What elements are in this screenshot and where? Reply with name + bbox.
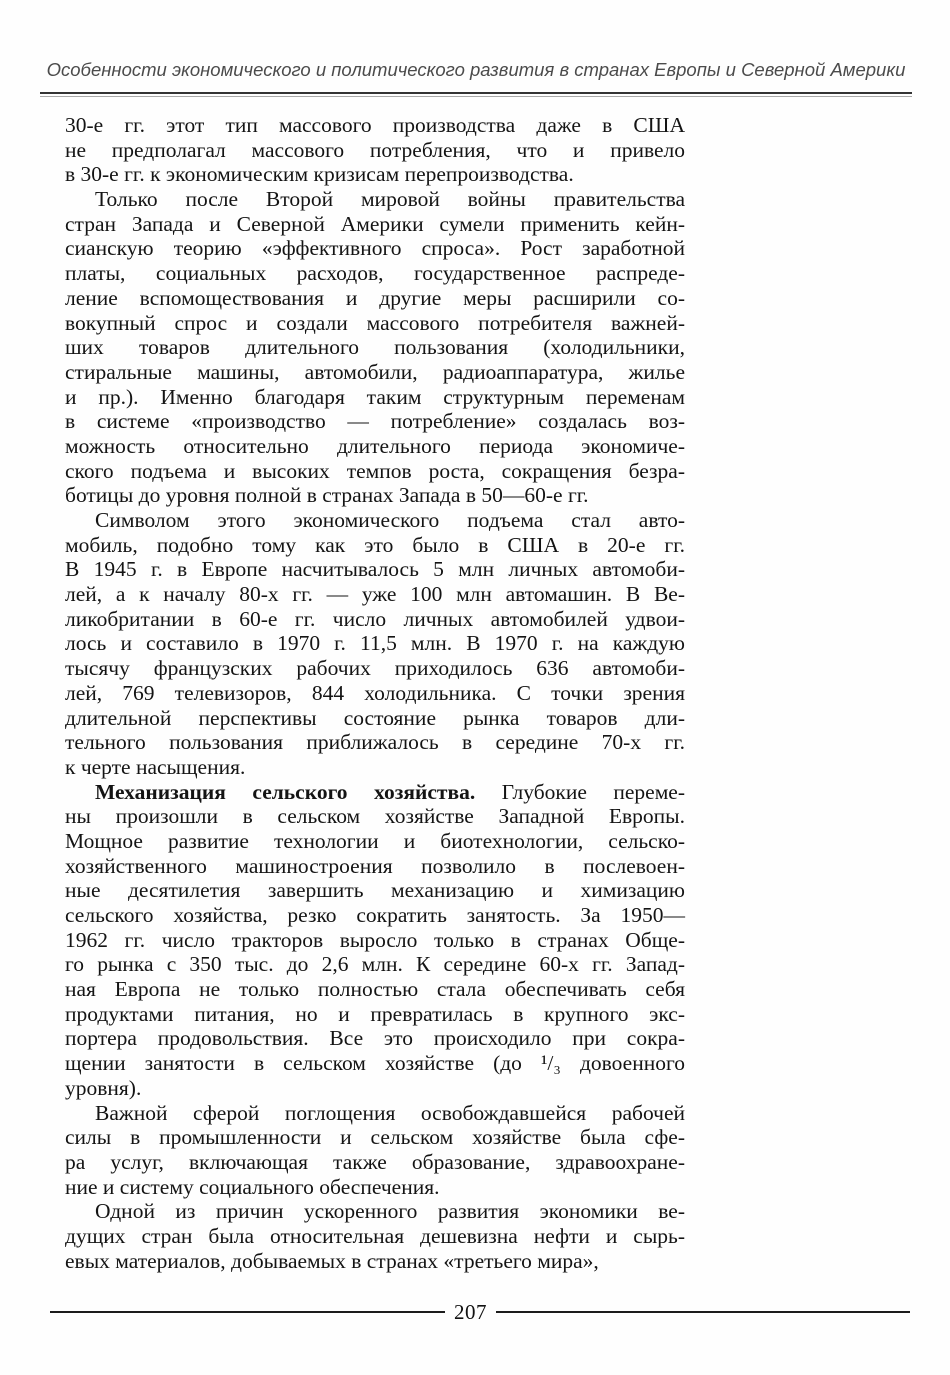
- text-line: хозяйственного машиностроения позволило в послевоен-: [65, 853, 685, 878]
- text-line: лей, а к началу 80-х гг. — уже 100 млн автомашин. В Ве-: [65, 582, 685, 607]
- text-line: тысячу французских рабочих приходилось 636 автомоби-: [65, 656, 685, 681]
- text-line: в 30-е гг. к экономическим кризисам перепроизводства.: [65, 162, 574, 187]
- paragraph: [65, 508, 685, 780]
- text-line: платы, социальных расходов, государственное распреде-: [65, 261, 685, 286]
- text-line: 1962 гг. число тракторов выросло только в странах Обще-: [65, 927, 685, 952]
- paragraph: [65, 113, 685, 187]
- text-line: дущих стран была относительная дешевизна нефти и сырь-: [65, 1223, 685, 1248]
- text-line: Символом этого экономического подъема стал авто-: [95, 508, 685, 532]
- body-text: [65, 113, 685, 1273]
- text-line: Мощное развитие технологии и биотехнологии, сельско-: [65, 828, 685, 853]
- text-line: Важной сферой поглощения освобождавшейся рабочей: [95, 1100, 685, 1125]
- page-footer: [50, 1300, 910, 1324]
- text-line: лей, 769 телевизоров, 844 холодильника. С точки зрения: [65, 680, 685, 705]
- text-line: уровня).: [65, 1075, 142, 1100]
- text-line: продуктами питания, но и превратилась в крупного экс-: [65, 1001, 685, 1026]
- text-line: ные десятилетия завершить механизацию и химизацию: [65, 878, 685, 903]
- text-line: лось и составило в 1970 г. 11,5 млн. В 1970 г. на каждую: [65, 631, 685, 656]
- text-line: щении занятости в сельском хозяйстве (до ¹/₃ довоенного: [65, 1051, 685, 1076]
- paragraph: [65, 780, 685, 1101]
- page-number: 207: [454, 1300, 487, 1325]
- text-line: вокупный спрос и создали массового потребителя важней-: [65, 310, 685, 335]
- text-line: евых материалов, добываемых в странах «третьего мира»,: [65, 1248, 599, 1273]
- text-line: ра услуг, включающая также образование, здравоохране-: [65, 1149, 685, 1174]
- footer-rule-right: [496, 1311, 910, 1313]
- text-line: силы в промышленности и сельском хозяйстве была сфе-: [65, 1125, 685, 1150]
- text-line: портера продовольствия. Все это происходило при сокра-: [65, 1026, 685, 1051]
- text-line: мобиль, подобно тому как это было в США в 20-е гг.: [65, 532, 685, 557]
- text-line: сельского хозяйства, резко сократить занятость. За 1950—: [65, 903, 685, 927]
- text-line: не предполагал массового потребления, что и привело: [65, 137, 685, 162]
- text-line: ликобритании в 60-е гг. число личных автомобилей удвои-: [65, 606, 685, 631]
- text-line: в системе «производство — потребление» создалась воз-: [65, 409, 685, 434]
- text-line: Только после Второй мировой войны правительства: [95, 187, 685, 212]
- paragraph: [65, 1199, 685, 1273]
- paragraph: [65, 187, 685, 508]
- text-line: 30-е гг. этот тип массового производства даже в США: [65, 113, 685, 137]
- footer-rule-left: [50, 1311, 445, 1313]
- text-line: можность относительно длительного периода экономиче-: [65, 433, 685, 458]
- text-line: тельного пользования приближалось в середине 70-х гг.: [65, 730, 685, 755]
- text-line: ботицы до уровня полной в странах Запада в 50—60-е гг.: [65, 483, 589, 508]
- text-line: го рынка с 350 тыс. до 2,6 млн. К середине 60-х гг. Запад-: [65, 952, 685, 977]
- text-line: сианскую теорию «эффективного спроса». Рост заработной: [65, 236, 685, 261]
- text-line: и пр.). Именно благодаря таким структурным переменам: [65, 384, 685, 409]
- text-line: стиральные машины, автомобили, радиоаппаратура, жилье: [65, 359, 685, 384]
- page-header: [40, 0, 912, 97]
- text-line: ление вспомоществования и другие меры расширили со-: [65, 285, 685, 310]
- text-line: стран Запада и Северной Америки сумели применить кейн-: [65, 211, 685, 236]
- text-line: к черте насыщения.: [65, 754, 246, 779]
- running-header-title: Особенности экономического и политического развития в странах Европы и Северной Америки: [46, 59, 906, 80]
- text-line: ших товаров длительного пользования (холодильники,: [65, 335, 685, 360]
- text-line: Одной из причин ускоренного развития экономики ве-: [95, 1199, 685, 1224]
- text-line: Механизация сельского хозяйства. Глубокие переме-: [95, 779, 685, 804]
- text-line: В 1945 г. в Европе насчитывалось 5 млн личных автомоби-: [65, 557, 685, 582]
- text-line: ная Европа не только полностью стала обеспечивать себя: [65, 977, 685, 1002]
- text-line: ны произошли в сельском хозяйстве Западной Европы.: [65, 804, 685, 829]
- text-line: ского подъема и высоких темпов роста, сокращения безра-: [65, 458, 685, 483]
- text-line: ние и систему социального обеспечения.: [65, 1174, 440, 1199]
- text-line: длительной перспективы состояние рынка товаров дли-: [65, 705, 685, 730]
- header-rule: [40, 92, 912, 97]
- paragraph: [65, 1101, 685, 1200]
